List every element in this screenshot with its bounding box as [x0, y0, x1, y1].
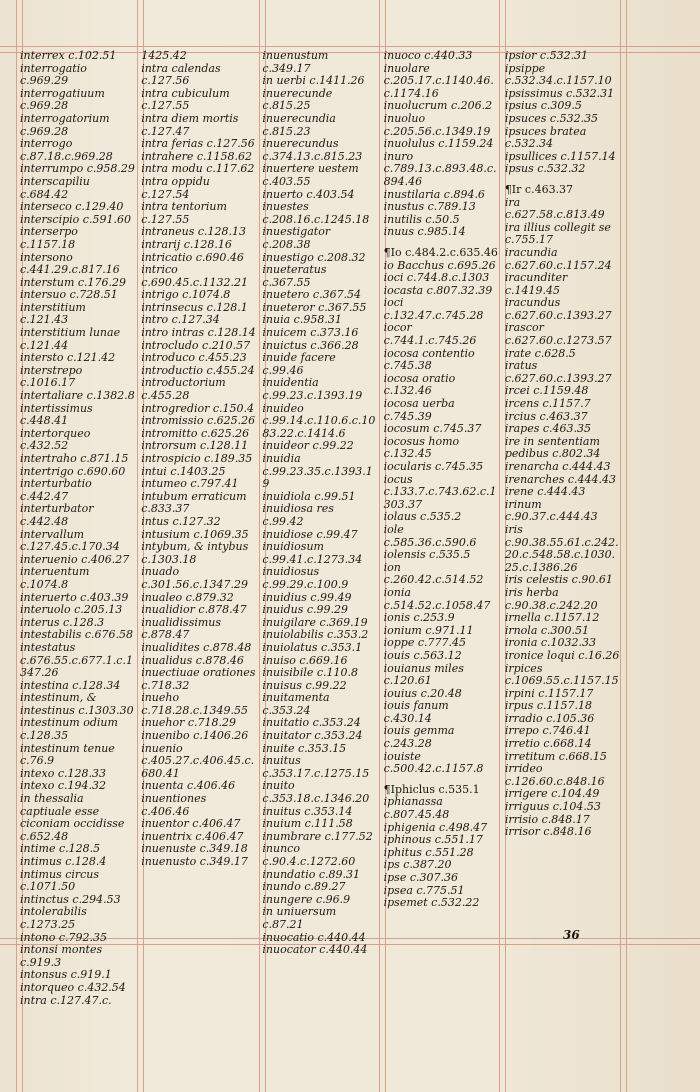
index-entry: intus c.127.32: [141, 514, 221, 528]
index-entry: inueteror c.367.55: [262, 300, 367, 314]
index-entry: irnella c.1157.12: [504, 611, 600, 625]
index-entry: intra c.127.47.c.: [20, 993, 112, 1007]
index-entry: iocosus homo c.132.45: [383, 434, 460, 461]
index-entry: inuidiosus c.99.29.c.100.9: [262, 565, 349, 591]
index-entry: intestinum tenue c.76.9: [20, 741, 115, 768]
index-entry: introrsum c.128.11: [141, 439, 249, 453]
index-entry: ironia c.1032.33: [504, 636, 597, 650]
index-entry: irretitum c.668.15: [504, 749, 607, 763]
index-entry: ipsullices c.1157.14: [504, 149, 616, 163]
index-entry: iracunditer c.1419.45: [504, 271, 568, 297]
index-entry: ¶Ir c.463.37: [504, 182, 574, 196]
index-entry: interrex c.102.51: [20, 49, 117, 62]
index-entry: inuolulus c.1159.24: [383, 137, 494, 151]
index-entry: interturbator c.442.48: [20, 502, 94, 528]
index-entry: interrogatorium c.969.28: [20, 111, 110, 138]
index-entry: ipsuces bratea c.532.34: [504, 124, 587, 151]
index-entry: intersuo c.728.51: [20, 288, 118, 302]
index-entry: iphitus c.551.28: [383, 845, 474, 859]
index-entry: inuidius c.99.49: [262, 590, 352, 604]
index-entry: inualidites c.878.48: [141, 640, 252, 654]
index-entry: intra cubiculum c.127.55: [141, 86, 230, 113]
index-entry: intersono c.441.29.c.817.16: [20, 250, 120, 277]
index-entry: inuolare c.205.17.c.1140.46.c.1174.16: [383, 61, 494, 100]
index-entry: ioppe c.777.45: [383, 636, 466, 650]
index-entry: inualeo c.879.32: [141, 590, 234, 604]
index-entry: inunco c.90.4.c.1272.60: [262, 842, 356, 868]
index-entry: interscapiliu c.684.42: [20, 174, 90, 201]
index-entry: inuitator c.353.24: [262, 729, 363, 743]
index-entry: intrarij c.128.16: [141, 237, 232, 251]
index-column-5: [505, 50, 620, 950]
index-entry: ips c.387.20: [383, 858, 452, 872]
index-entry: irpus c.1157.18: [504, 699, 593, 713]
index-entry: ipsius c.309.5: [504, 99, 582, 113]
index-entry: inuidia c.99.23.35.c.1393.19: [262, 452, 373, 491]
index-entry: iole c.585.36.c.590.6: [383, 522, 477, 549]
index-entry: intono c.792.35: [20, 930, 107, 944]
index-entry: intrinsecus c.128.1: [141, 300, 248, 314]
index-entry: inueteratus c.367.55: [262, 263, 327, 289]
index-entry: inualidus c.878.46: [141, 653, 244, 667]
index-entry: inuenusto c.349.17: [141, 855, 248, 868]
index-entry: interscipio c.591.60: [20, 212, 131, 226]
index-entry: interuolo c.205.13: [20, 603, 123, 617]
index-entry: inuitatio c.353.24: [262, 716, 361, 730]
index-entry: intexo c.128.33: [20, 766, 107, 780]
index-entry: ionis c.253.9: [383, 611, 455, 625]
index-entry: iocasta c.807.32.39: [383, 283, 493, 297]
index-entry: ircius c.463.37: [504, 409, 588, 423]
index-entry: intertorqueo c.432.52: [20, 426, 91, 453]
index-column-4: [384, 50, 499, 950]
index-entry: irapes c.463.35: [504, 422, 591, 436]
index-entry: inuidiose c.99.47: [262, 527, 358, 541]
index-entry: inustilaria c.894.6: [383, 187, 485, 201]
index-entry: inundo c.89.27: [262, 880, 346, 894]
index-entry: intertraho c.871.15: [20, 452, 129, 465]
index-entry: intertissimus c.448.41: [20, 401, 93, 428]
index-entry: introspicio c.189.35: [141, 452, 253, 465]
index-entry: in uniuersum c.87.21: [262, 905, 337, 931]
index-entry: ircens c.1157.7: [504, 397, 591, 411]
index-entry: irnola c.300.51: [504, 623, 590, 637]
index-entry: iracundus c.627.60.c.1393.27: [504, 296, 612, 322]
index-entry: inuenio c.405.27.c.406.45.c.680.41: [141, 741, 255, 780]
index-entry: inuiolatus c.353.1: [262, 640, 363, 654]
index-entry: inuoluo c.205.56.c.1349.19: [383, 111, 491, 138]
index-entry: intimus c.128.4: [20, 855, 107, 868]
index-entry: iphigenia c.498.47: [383, 820, 488, 834]
index-entry: interstum c.176.29: [20, 275, 127, 289]
index-entry: inuideo c.99.14.c.110.6.c.1083.22.c.1414.6: [262, 401, 376, 440]
index-entry: ¶Io c.484.2.c.635.46: [383, 245, 498, 259]
index-entry: inuite c.353.15: [262, 741, 347, 755]
index-entry: ion c.260.42.c.514.52: [383, 560, 484, 587]
index-entry: intestabilis c.676.58: [20, 628, 134, 642]
index-entry: inuestigator c.208.38: [262, 225, 331, 251]
index-entry: intimus circus c.1071.50: [20, 867, 100, 894]
index-entry: inustus c.789.13: [383, 200, 476, 214]
index-entry: interseco c.129.40: [20, 200, 124, 214]
index-entry: iocosa uerba c.745.39: [383, 397, 455, 423]
index-column-1: [20, 49, 135, 1007]
index-entry: intertrigo c.690.60: [20, 464, 126, 478]
index-entry: interrumpo c.958.29: [20, 162, 135, 176]
index-entry: iphinous c.551.17: [383, 833, 483, 847]
index-entry: iocularis c.745.35: [383, 460, 484, 473]
index-entry: inutilis c.50.5: [383, 212, 460, 226]
index-columns: [20, 49, 620, 1007]
index-entry: interturbatio c.442.47: [20, 477, 92, 503]
index-entry: irrisor c.848.16: [504, 825, 592, 839]
index-entry: irradio c.105.36: [504, 711, 595, 725]
index-entry: intra calendas c.127.56: [141, 61, 221, 88]
index-entry: inuitus c.353.14: [262, 804, 353, 818]
index-entry: iouianus miles c.120.61: [383, 661, 464, 688]
index-entry: intraneus c.128.13: [141, 225, 247, 239]
index-entry: iratus c.627.60.c.1393.27: [504, 359, 612, 385]
index-entry: inuitus c.353.17.c.1275.15: [262, 754, 370, 780]
index-entry: introcludo c.210.57: [141, 338, 251, 352]
index-entry: interstitium c.121.43: [20, 300, 86, 327]
index-entry: intra tentorium c.127.55: [141, 200, 227, 226]
index-entry: inuentor c.406.47: [141, 817, 241, 831]
index-entry: iouiste c.500.42.c.1157.8: [383, 749, 484, 776]
index-entry: inuetero c.367.54: [262, 288, 362, 302]
index-entry: intrahere c.1158.62: [141, 149, 253, 163]
index-entry: ipsemet c.532.22: [383, 896, 480, 910]
index-entry: ire in sententiam pedibus c.802.34: [504, 434, 601, 461]
index-entry: interus c.128.3: [20, 615, 105, 629]
index-entry: inuictus c.366.28: [262, 338, 359, 352]
index-entry: iocosa contentio c.745.38: [383, 346, 475, 373]
index-entry: intra diem mortis c.127.47: [141, 111, 239, 138]
index-entry: in uerbi c.1411.26: [262, 74, 365, 88]
index-entry: inuertere uestem c.403.55: [262, 162, 359, 188]
index-entry: introduco c.455.23: [141, 351, 247, 365]
index-entry: intui c.1403.25: [141, 464, 226, 478]
index-entry: inuicem c.373.16: [262, 326, 359, 340]
index-entry: inuro c.789.13.c.893.48.c.894.46: [383, 149, 497, 188]
index-entry: inuisibile c.110.8: [262, 666, 359, 680]
index-entry: irriguus c.104.53: [504, 800, 601, 814]
index-entry: in thessalia captiuale esse ciconiam occidisse c.652.48: [20, 792, 125, 843]
index-entry: inumbrare c.177.52: [262, 829, 373, 843]
index-entry: inuidus c.99.29: [262, 603, 349, 617]
index-entry: intonsus c.919.1: [20, 968, 112, 982]
index-entry: ¶Iphiclus c.535.1: [383, 782, 480, 796]
index-entry: inuiso c.669.16: [262, 653, 348, 667]
index-entry: inuide facere c.99.46: [262, 351, 336, 377]
index-entry: interstitium lunae c.121.44: [20, 326, 121, 352]
index-entry: intusium c.1069.35: [141, 527, 249, 541]
index-entry: inuolucrum c.206.2: [383, 99, 493, 113]
index-entry: irenarches c.444.43: [504, 472, 617, 486]
index-entry: inuestigo c.208.32: [262, 250, 366, 264]
index-entry: iphianassa c.807.45.48: [383, 795, 450, 822]
index-entry: ipsissimus c.532.31: [504, 86, 615, 100]
index-entry: intromissio c.625.26: [141, 414, 256, 428]
index-entry: iris c.90.38.55.61.c.242.20.c.548.58.c.1030.25.c.1386.26: [504, 522, 619, 574]
index-entry: inuidiola c.99.51: [262, 489, 356, 503]
index-entry: interrogo c.87.18.c.969.28: [20, 137, 113, 163]
index-entry: inualidissimus c.878.47: [141, 615, 222, 642]
ruling-line: [16, 0, 17, 1092]
index-entry: intro c.127.34: [141, 313, 220, 327]
index-entry: intestinum odium c.128.35: [20, 716, 118, 743]
index-entry: intime c.128.5: [20, 842, 101, 856]
index-entry: intersto c.121.42: [20, 351, 116, 365]
index-entry: irrisio c.848.17: [504, 812, 590, 826]
index-entry: inuidiosum c.99.41.c.1273.34: [262, 540, 363, 566]
index-entry: irate c.628.5: [504, 346, 576, 360]
index-entry: intromitto c.625.26: [141, 426, 250, 440]
index-entry: inuectiuae orationes c.718.32: [141, 666, 256, 692]
index-entry: ioci c.132.47.c.745.28: [383, 296, 484, 322]
index-entry: iris celestis c.90.61: [504, 573, 613, 587]
index-entry: inuenibo c.1406.26: [141, 729, 249, 743]
index-entry: iocosum c.745.37: [383, 422, 482, 436]
index-entry: introductio c.455.24: [141, 363, 255, 377]
index-entry: inuocatio c.440.44: [262, 930, 366, 944]
index-entry: inuehor c.718.29: [141, 716, 237, 730]
index-entry: inuidiosa res c.99.42: [262, 502, 334, 528]
index-entry: irpini c.1157.17: [504, 686, 594, 700]
index-entry: irrideo c.126.60.c.848.16: [504, 762, 605, 788]
index-entry: ipsior c.532.31: [504, 49, 589, 62]
index-entry: intinctus c.294.53: [20, 892, 121, 906]
index-entry: intexo c.194.32: [20, 779, 107, 793]
index-entry: inuentiones c.406.46: [141, 792, 207, 818]
index-entry: inuenustum c.349.17: [262, 49, 329, 75]
index-entry: iouis fanum c.430.14: [383, 699, 449, 725]
index-entry: intro intras c.128.14: [141, 326, 256, 340]
page-number: 36: [563, 928, 580, 942]
index-entry: iocor c.744.1.c.745.26: [383, 321, 477, 348]
index-entry: intrico c.690.45.c.1132.21: [141, 263, 248, 289]
index-entry: ipsus c.532.32: [504, 162, 586, 176]
ruling-line: [0, 46, 700, 47]
index-entry: inuenta c.406.46: [141, 779, 236, 793]
index-entry: irpices c.1069.55.c.1157.15: [504, 661, 619, 688]
index-entry: interstrepo c.1016.17: [20, 363, 83, 390]
index-entry: iolensis c.535.5: [383, 548, 471, 562]
index-entry: iolaus c.535.2: [383, 510, 462, 524]
index-entry: inuestes c.208.16.c.1245.18: [262, 200, 370, 226]
index-entry: intricatio c.690.46: [141, 250, 244, 264]
index-entry: iocus c.133.7.c.743.62.c.1303.37: [383, 472, 497, 511]
index-entry: inuia c.958.31: [262, 313, 342, 327]
index-entry: irascor c.627.60.c.1273.57: [504, 321, 612, 348]
index-entry: io Bacchus c.695.26: [383, 258, 496, 272]
index-entry: ira c.627.58.c.813.49: [504, 195, 605, 222]
index-entry: iouius c.20.48: [383, 686, 462, 700]
index-entry: 1425.42: [141, 49, 187, 62]
index-column-2: [141, 50, 256, 950]
index-entry: inualidior c.878.47: [141, 603, 247, 617]
index-entry: intestinum, & intestinus c.1303.30: [20, 691, 134, 717]
index-entry: ionia c.514.52.c.1058.47: [383, 585, 491, 612]
index-entry: inuidentia c.99.23.c.1393.19: [262, 376, 363, 403]
index-column-3: [262, 49, 377, 957]
index-entry: intolerabilis c.1273.25: [20, 905, 87, 931]
index-entry: iocosa oratio c.132.46: [383, 371, 456, 398]
index-entry: ionium c.971.11: [383, 623, 474, 637]
index-entry: iris herba c.90.38.c.242.20: [504, 585, 598, 612]
index-entry: interrogatiuum c.969.28: [20, 86, 105, 113]
index-entry: iouis c.563.12: [383, 648, 462, 662]
index-entry: interuentum c.1074.8: [20, 565, 90, 591]
index-entry: inuocator c.440.44: [262, 943, 368, 957]
index-entry: ipsuces c.532.35: [504, 111, 599, 125]
index-entry: irinum c.90.37.c.444.43: [504, 497, 598, 524]
index-entry: intybum, & intybus c.1303.18: [141, 540, 249, 566]
index-entry: iouis gemma c.243.28: [383, 724, 455, 751]
ruling-line: [626, 0, 627, 1092]
index-entry: interrogatio c.969.29: [20, 61, 87, 88]
index-entry: inuoco c.440.33: [383, 49, 473, 62]
index-entry: inuerto c.403.54: [262, 187, 355, 201]
index-entry: interuenio c.406.27: [20, 552, 130, 566]
index-entry: intra modu c.117.62: [141, 162, 255, 176]
index-entry: ironice loqui c.16.26: [504, 648, 620, 662]
index-entry: iracundia c.627.60.c.1157.24: [504, 245, 612, 272]
index-entry: irrepo c.746.41: [504, 724, 591, 738]
index-entry: inuado c.301.56.c.1347.29: [141, 565, 248, 591]
index-entry: inuitamenta c.353.24: [262, 691, 330, 717]
index-entry: interserpo c.1157.18: [20, 225, 78, 251]
index-entry: intestatus c.676.55.c.677.1.c.1347.26: [20, 640, 133, 680]
index-entry: irrigere c.104.49: [504, 787, 600, 801]
index-entry: intervallum c.127.45.c.170.34: [20, 527, 120, 554]
index-entry: inuito c.353.18.c.1346.20: [262, 779, 370, 806]
index-entry: inundatio c.89.31: [262, 867, 360, 881]
index-entry: inuerecunde c.815.25: [262, 86, 333, 113]
index-entry: inuerecundus c.374.13.c.815.23: [262, 137, 363, 163]
index-entry: ircei c.1159.48: [504, 384, 589, 398]
index-entry: inuerecundia c.815.23: [262, 111, 336, 138]
index-entry: ioci c.744.8.c.1303: [383, 271, 490, 285]
index-entry: ira illius collegit se c.755.17: [504, 220, 611, 247]
index-entry: introgredior c.150.4: [141, 401, 255, 415]
index-entry: ipsippe c.532.34.c.1157.10: [504, 61, 612, 88]
index-entry: irretio c.668.14: [504, 737, 592, 751]
index-entry: interuerto c.403.39: [20, 590, 129, 604]
index-entry: irene c.444.43: [504, 485, 586, 499]
index-entry: inuus c.985.14: [383, 225, 466, 239]
index-entry: intorqueo c.432.54: [20, 980, 126, 994]
index-entry: inuenuste c.349.18: [141, 842, 248, 856]
index-entry: inuisus c.99.22: [262, 678, 347, 692]
index-entry: intumeo c.797.41: [141, 477, 239, 491]
index-entry: intra ferias c.127.56: [141, 137, 255, 151]
ruling-line: [620, 0, 621, 1092]
index-entry: inuiolabilis c.353.2: [262, 628, 369, 642]
index-entry: inuideor c.99.22: [262, 439, 354, 453]
index-entry: intertaliare c.1382.8: [20, 389, 135, 403]
index-entry: inungere c.96.9: [262, 892, 351, 906]
index-entry: intra oppidu c.127.54: [141, 174, 210, 201]
index-entry: ipsea c.775.51: [383, 883, 465, 897]
index-entry: inuentrix c.406.47: [141, 829, 244, 843]
index-entry: introductorium c.455.28: [141, 376, 226, 403]
index-entry: intubum erraticum c.833.37: [141, 489, 247, 516]
index-entry: ipse c.307.36: [383, 871, 458, 884]
index-entry: inuium c.111.58: [262, 817, 353, 831]
index-entry: irenarcha c.444.43: [504, 460, 611, 473]
index-entry: inueho c.718.28.c.1349.55: [141, 691, 248, 717]
index-entry: intrigo c.1074.8: [141, 288, 231, 302]
index-entry: intonsi montes c.919.3: [20, 943, 103, 969]
index-entry: inuigilare c.369.19: [262, 615, 368, 629]
index-entry: intestina c.128.34: [20, 678, 121, 692]
